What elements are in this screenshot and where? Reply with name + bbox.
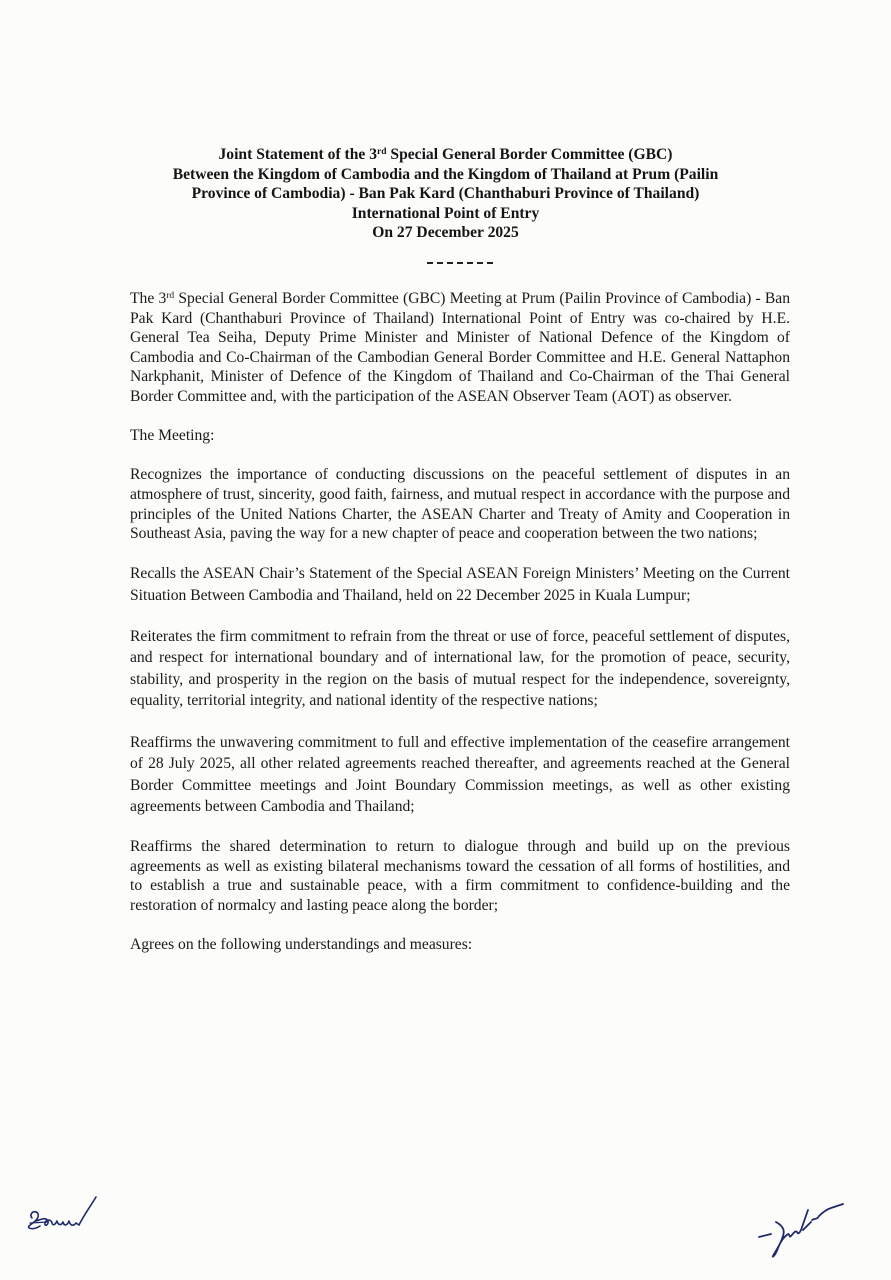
signature-right bbox=[755, 1190, 875, 1260]
paragraph-superscript: rd bbox=[166, 291, 175, 301]
title-superscript: rd bbox=[377, 147, 387, 157]
title-separator bbox=[427, 262, 493, 264]
title-line-1 bbox=[120, 145, 771, 165]
title-line-3: Province of Cambodia) - Ban Pak Kard (Chanthaburi Province of Thailand) bbox=[191, 185, 700, 202]
paragraph-intro-rest: Special General Border Committee (GBC) Meeting at Prum (Pailin Province of Cambodia) - Ban Pak Kard (Chanthaburi Province of Thailand) International Point of Entry was co-chaired by H.E. General Tea Seiha, Deputy Prime Minister and Minister of National Defence of the Kingdom of Cambodia and Co-Chairman of the Cambodian General Border Committee and H.E. General Nattaphon Narkphanit, Minister of Defence of the Kingdom of Thailand and Co-Chairman of the Thai General Border Committee and, with the participation of the ASEAN Observer Team (AOT) as observer. bbox=[130, 290, 790, 405]
handwritten-signature-left-icon bbox=[18, 1185, 98, 1240]
paragraph-intro bbox=[130, 289, 790, 407]
title-line-1-rest: Special General Border Committee (GBC) bbox=[386, 146, 673, 163]
paragraph-reaffirms-dialogue: Reaffirms the shared determination to return to dialogue through and build up on the previous agreements as well as existing bilateral mechanisms toward the cessation of all forms of hostilities, and to establish a true and sustainable peace, with a firm commitment to confidence-building and the restoration of normalcy and lasting peace along the border; bbox=[130, 838, 790, 914]
paragraph-agrees: Agrees on the following understandings and measures: bbox=[130, 936, 473, 954]
title-line-4: International Point of Entry bbox=[351, 204, 540, 222]
paragraph-the-meeting: The Meeting: bbox=[130, 427, 215, 445]
title-line-1-text: Joint Statement of the 3 bbox=[218, 146, 378, 163]
paragraph-recalls: Recalls the ASEAN Chair’s Statement of the Special ASEAN Foreign Ministers’ Meeting on the Current Situation Between Cambodia and Thailand, held on 22 December 2025 in Kuala Lumpur; bbox=[130, 565, 790, 604]
title-date: On 27 December 2025 bbox=[372, 224, 519, 241]
paragraph-intro-start: The 3 bbox=[130, 290, 167, 307]
title-line-2: Between the Kingdom of Cambodia and the Kingdom of Thailand at Prum (Pailin bbox=[172, 165, 719, 183]
handwritten-signature-right-icon bbox=[755, 1190, 875, 1260]
paragraph-recognizes: Recognizes the importance of conducting discussions on the peaceful settlement of disputes in an atmosphere of trust, sincerity, good faith, fairness, and mutual respect in accordance with the purpose and principles of the United Nations Charter, the ASEAN Charter and Treaty of Amity and Cooperation in Southeast Asia, paving the way for a new chapter of peace and cooperation between the two nations; bbox=[130, 466, 790, 543]
document-title bbox=[120, 145, 771, 243]
paragraph-reiterates: Reiterates the firm commitment to refrain from the threat or use of force, peaceful settlement of disputes, and respect for international boundary and of international law, for the promotion of peace, security, stability, and prosperity in the region on the basis of mutual respect for the independence, sovereignty, equality, territorial integrity, and national identity of the respective nations; bbox=[130, 627, 790, 710]
signature-left bbox=[18, 1185, 98, 1240]
paragraph-reaffirms-ceasefire: Reaffirms the unwavering commitment to full and effective implementation of the ceasefire arrangement of 28 July 2025, all other related agreements reached thereafter, and agreements reached at the General Border Committee meetings and Joint Boundary Commission meetings, as well as other existing agreements between Cambodia and Thailand; bbox=[130, 733, 790, 815]
document-body bbox=[130, 289, 790, 974]
